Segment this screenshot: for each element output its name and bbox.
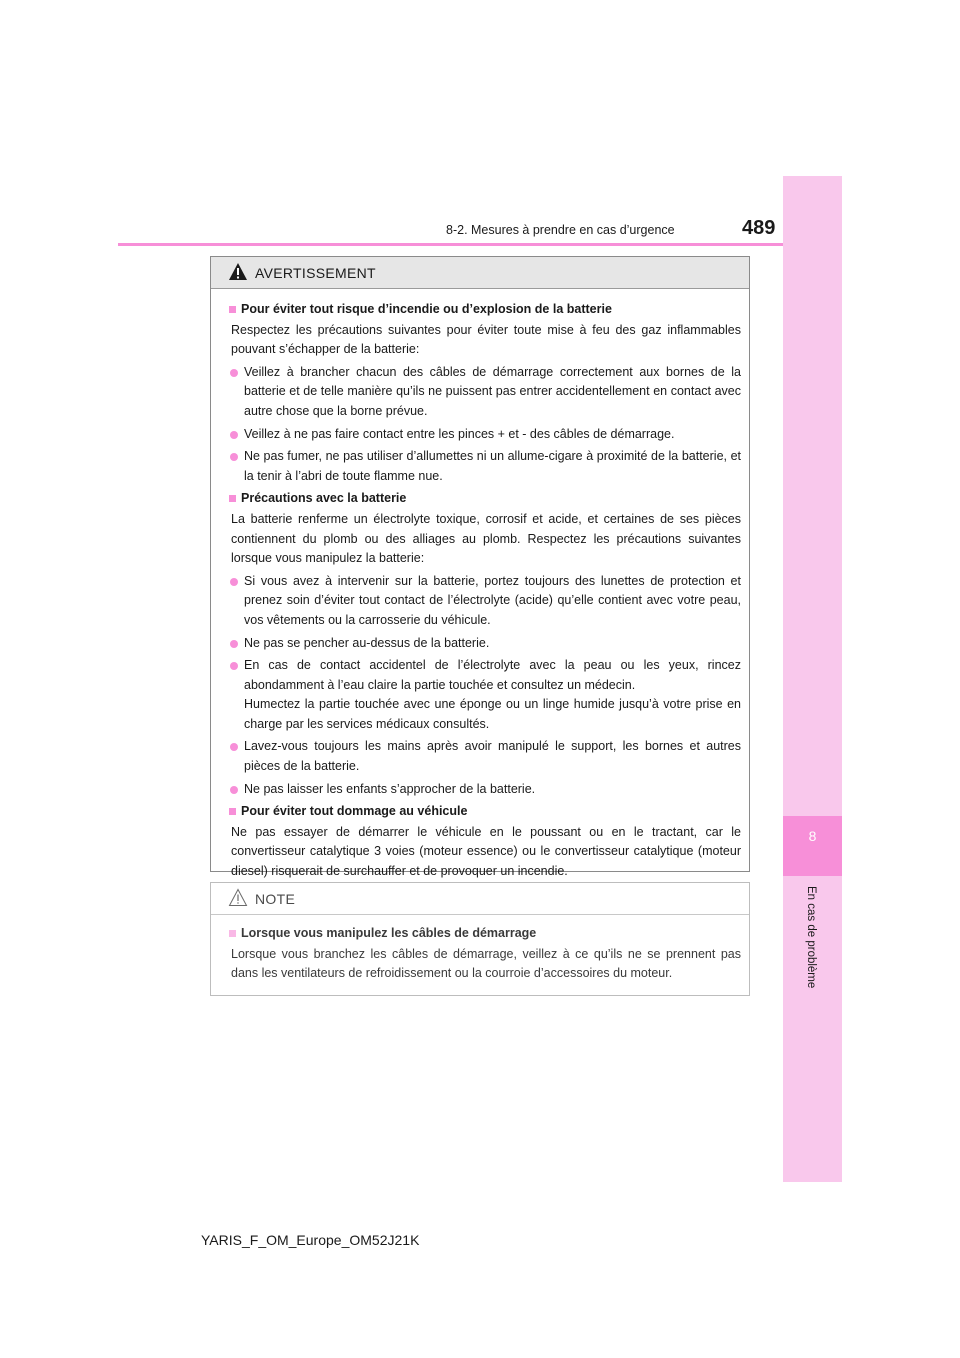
round-bullet-icon xyxy=(230,431,238,439)
section-body: Respectez les précautions suivantes pour éviter toute mise à feu des gaz inflammables pouvant s’échapper de la batterie: xyxy=(231,322,741,357)
section-heading: Lorsque vous manipulez les câbles de démarrage xyxy=(241,926,537,940)
section-body: La batterie renferme un électrolyte toxique, corrosif et acide, et certaines de ses pièces contiennent du plomb ou des alliages au plomb. Respectez les précautions suivantes lorsque vous manipulez la batterie: xyxy=(231,511,741,566)
round-bullet-icon xyxy=(230,786,238,794)
chapter-label: En cas de problème xyxy=(805,886,817,989)
list-item: Lavez-vous toujours les mains après avoir manipulé le support, les bornes et autres pièces de la batterie. xyxy=(229,737,741,776)
list-item: En cas de contact accidentel de l’électrolyte avec la peau ou les yeux, rincez abondamment à l’eau claire la partie touchée et consultez un médecin. Humectez la partie touchée avec une éponge ou un linge humide jusqu’à votre prise en charge par les services médicaux consultés. xyxy=(229,656,741,734)
note-title: NOTE xyxy=(255,891,296,907)
note-section xyxy=(229,924,741,984)
warning-content xyxy=(229,299,741,885)
round-bullet-icon xyxy=(230,640,238,648)
document-code: YARIS_F_OM_Europe_OM52J21K xyxy=(201,1232,420,1248)
list-item: Veillez à ne pas faire contact entre les pinces + et - des câbles de démarrage. xyxy=(229,425,741,445)
list-item: Veillez à brancher chacun des câbles de démarrage correctement aux bornes de la batterie et de telle manière qu’ils ne puissent pas entrer accidentellement en contact avec autre chose que la borne prévue. xyxy=(229,363,741,422)
round-bullet-icon xyxy=(230,369,238,377)
list-item: Ne pas fumer, ne pas utiliser d’allumettes ni un allume-cigare à proximité de la batterie, et la tenir à l’abri de toute flamme nue. xyxy=(229,447,741,486)
round-bullet-icon xyxy=(230,453,238,461)
chapter-side-tab xyxy=(783,176,842,1182)
caution-triangle-icon xyxy=(228,888,248,907)
warning-section xyxy=(229,300,741,486)
note-content xyxy=(229,923,741,987)
list-item: Si vous avez à intervenir sur la batterie, portez toujours des lunettes de protection et prenez soin d’éviter tout contact de l’électrolyte (acide) qu’elle contient avec votre peau, vos vêtements ou la carrosserie du véhicule. xyxy=(229,572,741,631)
section-heading: Pour éviter tout dommage au véhicule xyxy=(241,804,468,819)
section-heading: Pour éviter tout risque d’incendie ou d’explosion de la batterie xyxy=(241,302,612,316)
note-box xyxy=(210,882,750,996)
warning-section xyxy=(229,802,741,881)
round-bullet-icon xyxy=(230,662,238,670)
warning-title: AVERTISSEMENT xyxy=(255,265,376,281)
square-bullet-icon xyxy=(229,306,236,313)
chapter-number: 8 xyxy=(808,828,817,844)
warning-triangle-icon xyxy=(228,262,248,281)
chapter-side-tab-active xyxy=(783,816,842,876)
header-section-title: 8-2. Mesures à prendre en cas d’urgence xyxy=(446,223,675,237)
note-header xyxy=(211,883,749,915)
round-bullet-icon xyxy=(230,743,238,751)
header-rule xyxy=(118,243,842,246)
section-body: Ne pas essayer de démarrer le véhicule en le poussant ou en le tractant, car le convertisseur catalytique 3 voies (moteur essence) ou le convertisseur catalytique (moteur diesel) risquerait de surchauffer et de provoquer un incendie. xyxy=(231,824,741,879)
list-item: Ne pas laisser les enfants s’approcher de la batterie. xyxy=(229,780,741,800)
round-bullet-icon xyxy=(230,578,238,586)
warning-section xyxy=(229,489,741,799)
list-item: Ne pas se pencher au-dessus de la batterie. xyxy=(229,634,741,654)
section-heading: Précautions avec la batterie xyxy=(241,491,407,506)
warning-box xyxy=(210,256,750,879)
square-bullet-icon xyxy=(229,808,236,815)
warning-header xyxy=(211,257,749,289)
page-number: 489 xyxy=(742,217,776,239)
square-bullet-icon xyxy=(229,495,236,502)
square-bullet-icon xyxy=(229,930,236,937)
section-body: Lorsque vous branchez les câbles de démarrage, veillez à ce qu’ils ne se prennent pas dans les ventilateurs de refroidissement ou la courroie d’accessoires du moteur. xyxy=(231,946,741,981)
